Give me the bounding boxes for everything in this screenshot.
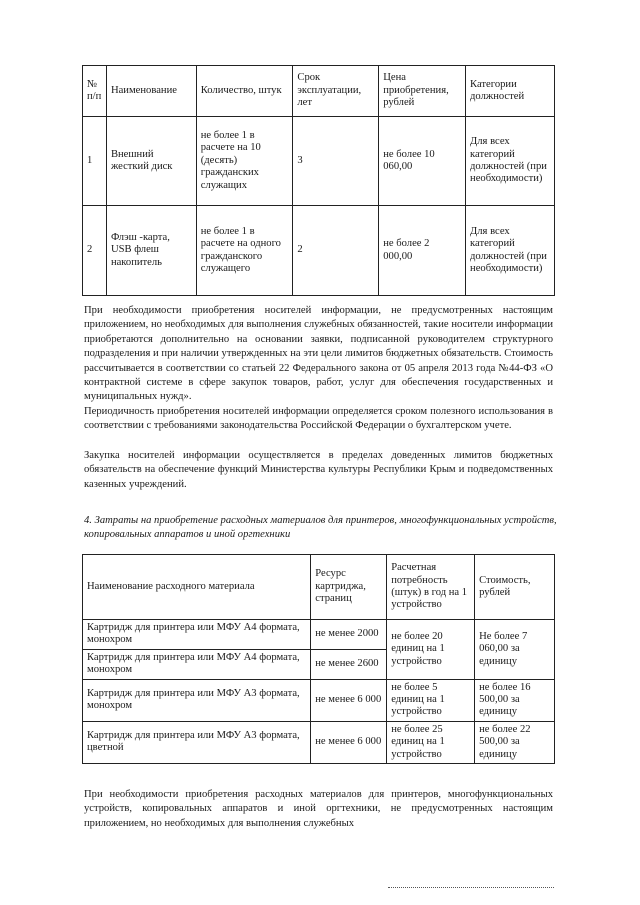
paragraph-consumables-note: При необходимости приобретения расходных материалов для принтеров, многофункциональных устройств, копировальных аппаратов и иной оргтехники, не предусмотренных настоящим приложением, но необходимых для выполнения служебных — [84, 789, 553, 829]
table-cell: не более 1 в расчете на одного гражданского служащего — [196, 206, 293, 296]
table-cell: Внешний жесткий диск — [106, 117, 196, 206]
table-cell: Флэш -карта, USB флеш накопитель — [106, 206, 196, 296]
footer-divider — [388, 887, 554, 888]
table-cell: не более 20 единиц на 1 устройство — [387, 620, 475, 680]
table-cell: не более 16 500,00 за единицу — [475, 679, 555, 721]
table-row — [83, 679, 555, 721]
table-cell: не более 2 000,00 — [379, 206, 466, 296]
paragraph-periodicity: Периодичность приобретения носителей информации определяется сроком полезного использования в соответствии с требованиями законодательства Российской Федерации о бухгалтерском учете. — [84, 406, 553, 432]
table-cell: не более 25 единиц на 1 устройство — [387, 721, 475, 763]
table-cell: 2 — [83, 206, 107, 296]
table-header-row — [83, 555, 555, 620]
table-cell: 3 — [293, 117, 379, 206]
table-cell: Для всех категорий должностей (при необходимости) — [466, 206, 555, 296]
header-cell: Категории должностей — [466, 66, 555, 117]
header-cell: Расчетная потребность (штук) в год на 1 устройство — [387, 555, 475, 620]
section-4-title: 4. Затраты на приобретение расходных материалов для принтеров, многофункциональных устройств, копировальных аппаратов и иной оргтехники — [84, 515, 557, 541]
table-cell: не менее 6 000 — [311, 679, 387, 721]
table-header-row — [83, 66, 555, 117]
table-cell: Не более 7 060,00 за единицу — [475, 620, 555, 680]
header-cell: Ресурс картриджа, страниц — [311, 555, 387, 620]
table-cell: не более 5 единиц на 1 устройство — [387, 679, 475, 721]
consumables-table — [82, 554, 555, 764]
table-cell: не более 1 в расчете на 10 (десять) гражданских служащих — [196, 117, 293, 206]
media-norms-table — [82, 65, 555, 296]
table-row — [83, 721, 555, 763]
header-cell: Цена приобретения, рублей — [379, 66, 466, 117]
table-cell: Картридж для принтера или МФУ А3 формата, цветной — [83, 721, 311, 763]
header-cell: Наименование — [106, 66, 196, 117]
header-cell: Срок эксплуатации, лет — [293, 66, 379, 117]
table-cell: Картридж для принтера или МФУ А4 формата, монохром — [83, 620, 311, 650]
header-cell: Количество, штук — [196, 66, 293, 117]
table-cell: Для всех категорий должностей (при необходимости) — [466, 117, 555, 206]
table-cell: 1 — [83, 117, 107, 206]
table-cell: не менее 6 000 — [311, 721, 387, 763]
paragraph-procurement-limits: Закупка носителей информации осуществляется в пределах доведенных лимитов бюджетных обязательств на обеспечение функций Министерства культуры Республики Крым и подведомственных казенных учреждений. — [84, 450, 553, 490]
header-cell: Наименование расходного материала — [83, 555, 311, 620]
paragraph-additional-media: При необходимости приобретения носителей информации, не предусмотренных настоящим приложением, но необходимых для выполнения служебных обязанностей, такие носители информации приобретаются дополнительно на основании заявки, подписанной руководителем структурного подразделения и при наличии утвержденных на эти цели лимитов бюджетных обязательств. Стоимость рассчитывается в соответствии со статьей 22 Федерального закона от 05 апреля 2013 года №44-ФЗ «О контрактной системе в сфере закупок товаров, работ, услуг для обеспечения государственных и муниципальных нужд». — [84, 305, 553, 403]
table-row — [83, 117, 555, 206]
header-cell: № п/п — [83, 66, 107, 117]
table-cell: 2 — [293, 206, 379, 296]
table-cell: не более 10 060,00 — [379, 117, 466, 206]
table-row — [83, 206, 555, 296]
table-cell: не менее 2000 — [311, 620, 387, 650]
table-cell: не более 22 500,00 за единицу — [475, 721, 555, 763]
table-cell: не менее 2600 — [311, 649, 387, 679]
table-row — [83, 620, 555, 650]
header-cell: Стоимость, рублей — [475, 555, 555, 620]
table-cell: Картридж для принтера или МФУ А4 формата, монохром — [83, 649, 311, 679]
table-cell: Картридж для принтера или МФУ А3 формата, монохром — [83, 679, 311, 721]
